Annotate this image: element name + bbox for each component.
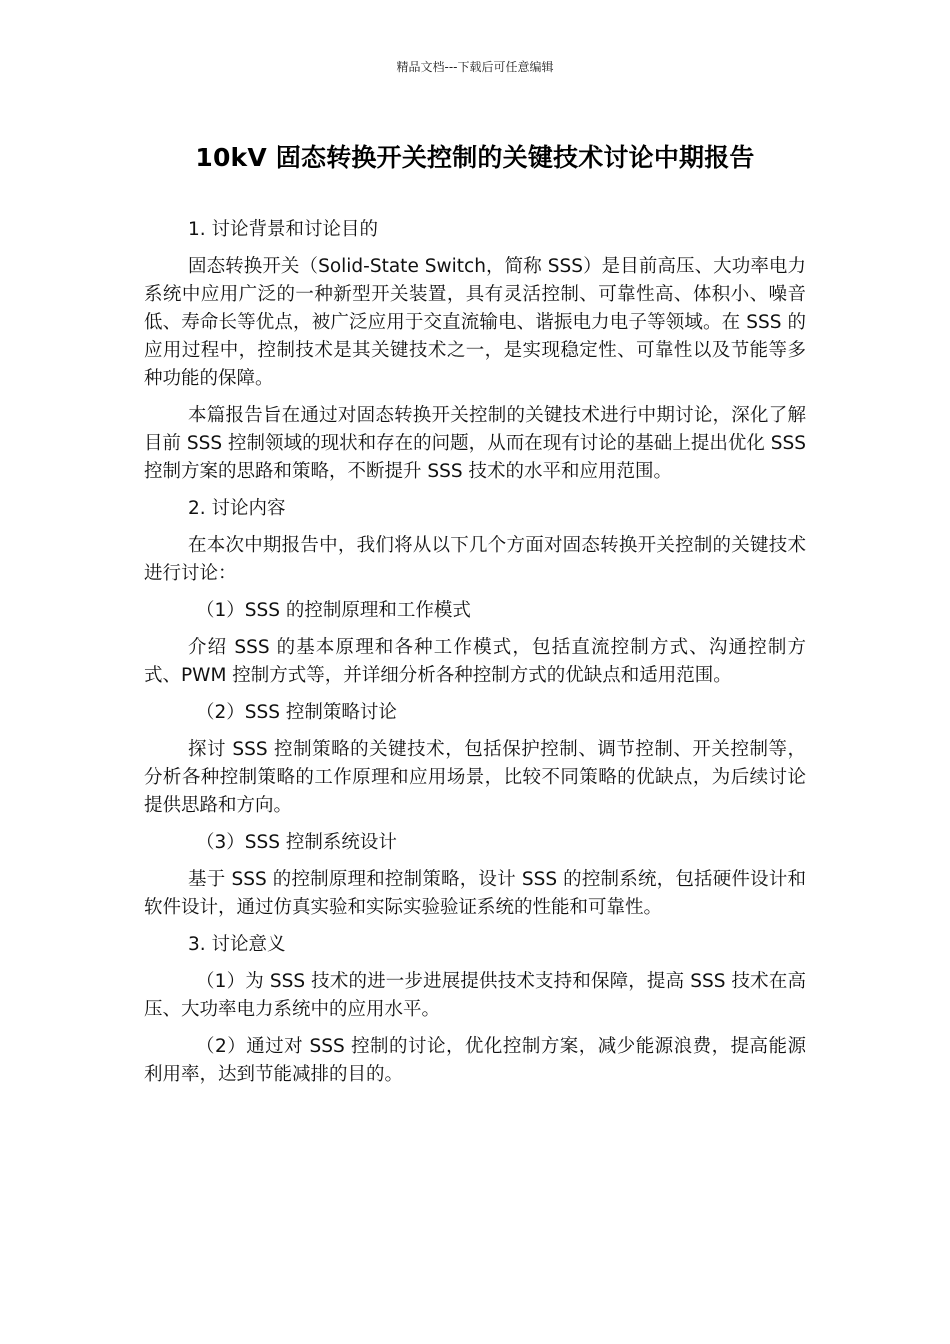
document-body <box>144 216 806 1098</box>
section-3-heading: 3. 讨论意义 <box>188 934 286 955</box>
section-2-heading: 2. 讨论内容 <box>188 498 286 519</box>
section-2-text-3: 基于 SSS 的控制原理和控制策略，设计 SSS 的控制系统，包括硬件设计和软件设计，通过仿真实验和实际实验验证系统的性能和可靠性。 <box>144 869 806 918</box>
section-1-paragraph-2: 本篇报告旨在通过对固态转换开关控制的关键技术进行中期讨论，深化了解目前 SSS 控制领域的现状和存在的问题，从而在现有讨论的基础上提出优化 SSS 控制方案的思路和策略，不断提升 SSS 技术的水平和应用范围。 <box>144 405 806 482</box>
section-3-item-2: （2）通过对 SSS 控制的讨论，优化控制方案，减少能源浪费，提高能源利用率，达到节能减排的目的。 <box>144 1036 806 1085</box>
section-1-heading: 1. 讨论背景和讨论目的 <box>188 219 379 240</box>
section-3-item-1: （1）为 SSS 技术的进一步进展提供技术支持和保障，提高 SSS 技术在高压、大功率电力系统中的应用水平。 <box>144 971 806 1020</box>
header-note: 精品文档---下载后可任意编辑 <box>396 60 554 74</box>
document-title: 10kV 固态转换开关控制的关键技术讨论中期报告 <box>195 143 755 172</box>
section-2-subheading-1: （1）SSS 的控制原理和工作模式 <box>196 600 471 621</box>
section-2-text-2: 探讨 SSS 控制策略的关键技术，包括保护控制、调节控制、开关控制等，分析各种控制策略的工作原理和应用场景，比较不同策略的优缺点，为后续讨论提供思路和方向。 <box>144 739 806 816</box>
section-2-subheading-2: （2）SSS 控制策略讨论 <box>196 702 397 723</box>
section-2-intro: 在本次中期报告中，我们将从以下几个方面对固态转换开关控制的关键技术进行讨论： <box>144 535 806 584</box>
section-2-subheading-3: （3）SSS 控制系统设计 <box>196 832 397 853</box>
section-1-paragraph-1: 固态转换开关（Solid-State Switch，简称 SSS）是目前高压、大功率电力系统中应用广泛的一种新型开关装置，具有灵活控制、可靠性高、体积小、噪音低、寿命长等优点，被广泛应用于交直流输电、谐振电力电子等领域。在 SSS 的应用过程中，控制技术是其关键技术之一，是实现稳定性、可靠性以及节能等多种功能的保障。 <box>144 256 806 389</box>
section-2-text-1: 介绍 SSS 的基本原理和各种工作模式，包括直流控制方式、沟通控制方式、PWM 控制方式等，并详细分析各种控制方式的优缺点和适用范围。 <box>144 637 806 686</box>
